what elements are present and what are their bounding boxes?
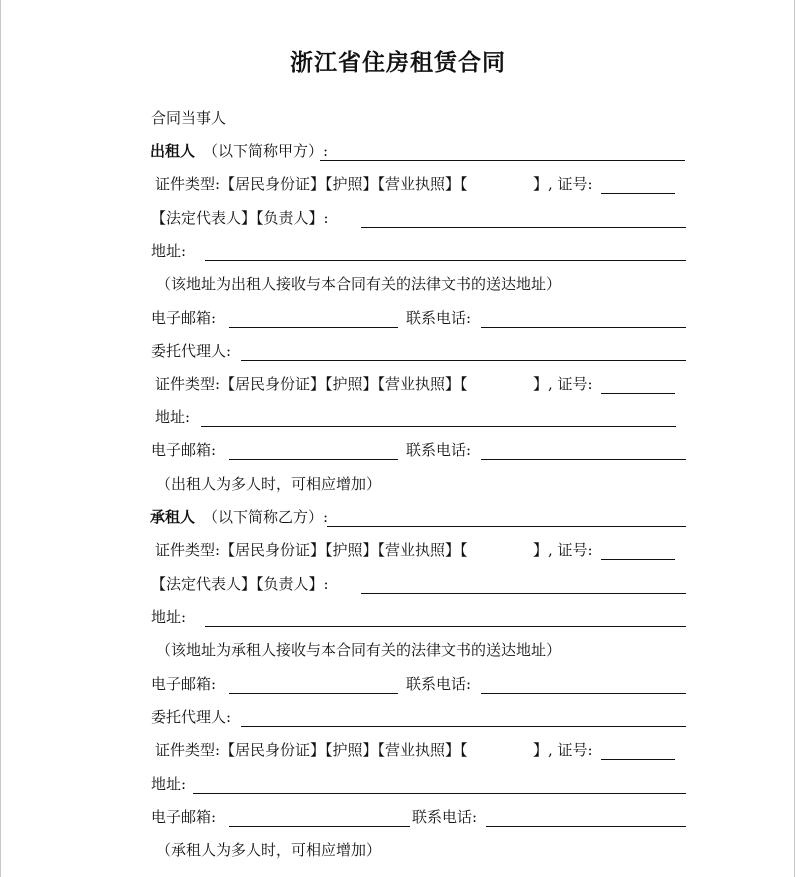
lessee-address-row	[0, 606, 796, 630]
lessor-name-row	[0, 140, 796, 164]
lessor-email-label: 电子邮箱:	[151, 309, 217, 327]
lessor-agent-email-label: 电子邮箱:	[151, 441, 217, 459]
lessee-legal-rep: 【法定代表人】【负责人】:	[151, 575, 329, 593]
lessee-agent-email-label: 电子邮箱:	[151, 808, 217, 826]
lessor-agent-id-number-line[interactable]	[601, 393, 675, 394]
lessee-agent-contact-row	[0, 806, 796, 830]
lessee-address-note: （该地址为承租人接收与本合同有关的法律文书的送达地址）	[156, 641, 562, 659]
lessee-agent-row	[0, 706, 796, 730]
lessor-agent-address-line[interactable]	[201, 426, 676, 427]
lessee-name-line[interactable]	[327, 526, 686, 527]
lessor-legal-rep-row	[0, 207, 796, 231]
lessor-agent-email-line[interactable]	[229, 459, 398, 460]
lessor-multi-note-row	[0, 473, 796, 497]
lessor-address-note-row	[0, 273, 796, 297]
lessor-legal-rep: 【法定代表人】【负责人】:	[151, 209, 329, 227]
lessee-agent-address-label: 地址:	[151, 775, 187, 793]
lessor-id-row	[0, 173, 796, 197]
lessee-email-line[interactable]	[229, 693, 398, 694]
lessee-contact-row	[0, 673, 796, 697]
lessor-id-number-line[interactable]	[601, 193, 675, 194]
lessee-phone-line[interactable]	[481, 693, 686, 694]
lessor-agent-phone-line[interactable]	[481, 459, 686, 460]
lessor-agent-line[interactable]	[241, 360, 686, 361]
lessee-agent-label: 委托代理人:	[151, 708, 232, 726]
lessor-contact-row	[0, 307, 796, 331]
lessor-address-row	[0, 240, 796, 264]
lessee-email-label: 电子邮箱:	[151, 675, 217, 693]
lessor-name-line[interactable]	[320, 160, 685, 161]
lessee-agent-id-type: 证件类型:【居民身份证】【护照】【营业执照】【	[155, 741, 468, 759]
lessor-phone-line[interactable]	[481, 327, 686, 328]
lessor-agent-id-row	[0, 373, 796, 397]
lessee-agent-address-line[interactable]	[193, 793, 686, 794]
lessor-legal-rep-line[interactable]	[361, 227, 686, 228]
lessee-address-line[interactable]	[205, 626, 686, 627]
lessor-email-line[interactable]	[229, 327, 398, 328]
lessee-agent-id-number-line[interactable]	[601, 759, 675, 760]
lessee-phone-label: 联系电话:	[406, 675, 472, 693]
lessee-address-label: 地址:	[151, 608, 187, 626]
lessee-name-row	[0, 506, 796, 530]
lessee-multi-note: （承租人为多人时，可相应增加）	[156, 841, 382, 859]
parties-heading-row	[0, 107, 796, 131]
lessor-agent-id-close: 】, 证号:	[533, 375, 593, 393]
lessee-agent-id-row	[0, 739, 796, 763]
parties-heading: 合同当事人	[151, 109, 227, 127]
document-title: 浙江省住房租赁合同	[290, 50, 506, 76]
lessee-id-type: 证件类型:【居民身份证】【护照】【营业执照】【	[155, 541, 468, 559]
lessor-alias: （以下简称甲方）:	[203, 142, 329, 160]
lessee-id-row	[0, 539, 796, 563]
lessor-agent-address-row	[0, 406, 796, 430]
lessor-agent-id-type: 证件类型:【居民身份证】【护照】【营业执照】【	[155, 375, 468, 393]
lessee-agent-line[interactable]	[241, 726, 686, 727]
lessor-address-label: 地址:	[151, 242, 187, 260]
lessor-multi-note: （出租人为多人时，可相应增加）	[156, 475, 382, 493]
lessee-agent-address-row	[0, 773, 796, 797]
lessee-id-close: 】, 证号:	[533, 541, 593, 559]
lessee-legal-rep-line[interactable]	[361, 593, 686, 594]
lessee-agent-email-line[interactable]	[229, 826, 410, 827]
lessor-phone-label: 联系电话:	[406, 309, 472, 327]
lessee-label: 承租人	[150, 508, 196, 526]
lessor-agent-contact-row	[0, 439, 796, 463]
lessor-label: 出租人	[150, 142, 196, 160]
lessor-agent-address-label: 地址:	[155, 408, 191, 426]
lessor-address-line[interactable]	[205, 260, 686, 261]
lessee-agent-phone-label: 联系电话:	[412, 808, 478, 826]
lessee-address-note-row	[0, 639, 796, 663]
lessee-multi-note-row	[0, 839, 796, 863]
lessor-address-note: （该地址为出租人接收与本合同有关的法律文书的送达地址）	[156, 275, 562, 293]
lessee-alias: （以下简称乙方）:	[203, 508, 329, 526]
lessor-agent-label: 委托代理人:	[151, 342, 232, 360]
lessee-agent-id-close: 】, 证号:	[533, 741, 593, 759]
lessor-id-type: 证件类型:【居民身份证】【护照】【营业执照】【	[155, 175, 468, 193]
lessee-agent-phone-line[interactable]	[486, 826, 686, 827]
lessee-legal-rep-row	[0, 573, 796, 597]
lessor-agent-phone-label: 联系电话:	[406, 441, 472, 459]
lessee-id-number-line[interactable]	[601, 559, 675, 560]
lessor-id-close: 】, 证号:	[533, 175, 593, 193]
lessor-agent-row	[0, 340, 796, 364]
